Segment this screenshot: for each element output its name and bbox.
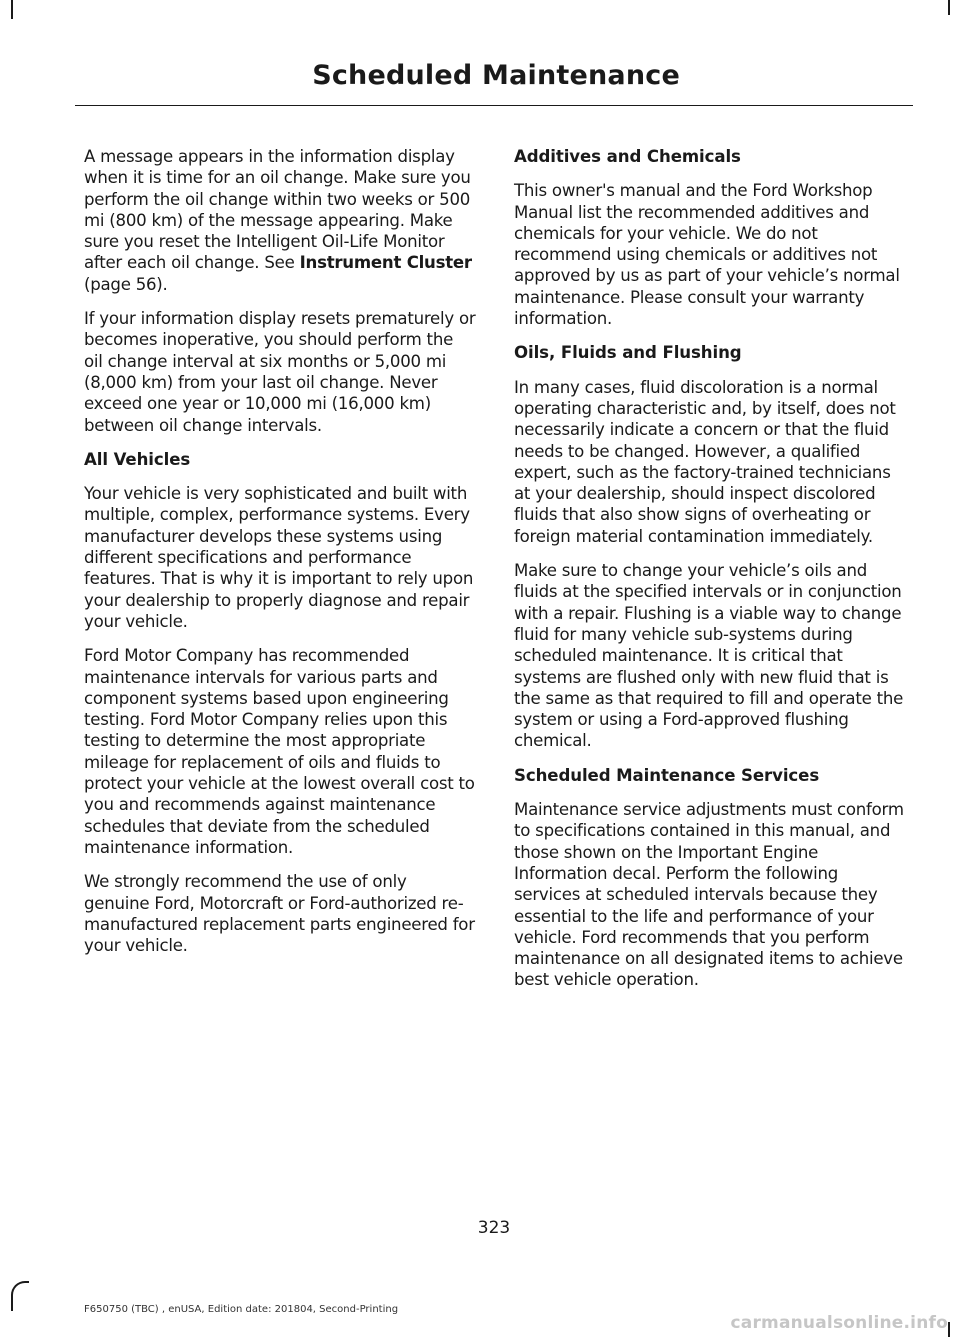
paragraph-change-fluids: Make sure to change your vehicle’s oils and fluids at the specified intervals or in conjunction with a repair. Flushing is a viable way to change fluid for many vehicle sub-systems during scheduled maintenance. It is critical that systems are flushed only with new fluid that is the same as that required to fill and operate the system or using a Ford-approved flushing chemical.: [514, 561, 904, 751]
cross-reference-link[interactable]: Instrument Cluster: [299, 253, 472, 273]
section-heading-additives: Additives and Chemicals: [514, 147, 741, 166]
paragraph-maintenance-services: Maintenance service adjustments must conform to specifications contained in this manual, and those shown on the Important Engine Information decal. Perform the following services at scheduled intervals because they essential to the life and performance of your vehicle. Ford recommends that you perform maintenance on all designated items to achieve best vehicle operation.: [514, 800, 904, 990]
right-column: [514, 146, 907, 1004]
title-rule: [75, 105, 913, 106]
crop-mark-bottom-right: [948, 1322, 950, 1337]
paragraph-display-resets: If your information display resets prematurely or becomes inoperative, you should perform the oil change interval at six months or 5,000 mi (8,000 km) from your last oil change. Never exceed one year or 10,000 mi (16,000 km) between oil change intervals.: [84, 309, 476, 435]
paragraph-oil-change-message: [84, 146, 476, 295]
paragraph-additives: This owner's manual and the Ford Workshop Manual list the recommended additives and chemicals for your vehicle. We do not recommend using chemicals or additives not approved by us as part of your vehicle’s normal maintenance. Please consult your warranty information.: [514, 181, 900, 329]
left-column: [84, 146, 476, 969]
paragraph-maintenance-intervals: Ford Motor Company has recommended maintenance intervals for various parts and component systems based upon engineering testing. Ford Motor Company relies upon this testing to determine the most appropriate mileage for replacement of oils and fluids to protect your vehicle at the lowest overall cost to you and recommends against maintenance schedules that deviate from the scheduled maintenance information.: [84, 646, 475, 857]
watermark: carmanualsonline.info: [730, 1313, 948, 1333]
paragraph-text: A message appears in the information display when it is time for an oil change. Make sure you perform the oil change within two weeks or 500 mi (800 km) of the message appearing. Make sure you reset the Intelligent Oil-Life Monitor after each oil change. See: [84, 147, 471, 273]
crop-mark-bottom-left: [11, 1281, 29, 1311]
paragraph-fluid-discoloration: In many cases, fluid discoloration is a normal operating characteristic and, by itself, does not necessarily indicate a concern or that the fluid needs to be changed. However, a qualified expert, such as the factory-trained technicians at your dealership, should inspect discolored fluids that also show signs of overheating or foreign material contamination immediately.: [514, 377, 896, 546]
edition-footer: F650750 (TBC) , enUSA, Edition date: 201804, Second-Printing: [84, 1304, 399, 1315]
crop-mark-top-right: [948, 0, 950, 15]
section-heading-scheduled-services: Scheduled Maintenance Services: [514, 765, 820, 785]
page-title: Scheduled Maintenance: [312, 60, 680, 91]
paragraph-text: (page 56).: [84, 274, 168, 294]
section-heading-all-vehicles: All Vehicles: [84, 449, 191, 469]
paragraph-genuine-parts: We strongly recommend the use of only genuine Ford, Motorcraft or Ford-authorized re-manufactured replacement parts engineered for your vehicle.: [84, 872, 475, 956]
page-number: 323: [477, 1218, 511, 1238]
paragraph-sophisticated-vehicle: Your vehicle is very sophisticated and built with multiple, complex, performance systems. Every manufacturer develops these systems using different specifications and performance features. That is why it is important to rely upon your dealership to properly diagnose and repair your vehicle.: [84, 484, 474, 631]
crop-mark-top-left: [11, 0, 13, 19]
section-heading-oils-fluids: Oils, Fluids and Flushing: [514, 343, 742, 363]
